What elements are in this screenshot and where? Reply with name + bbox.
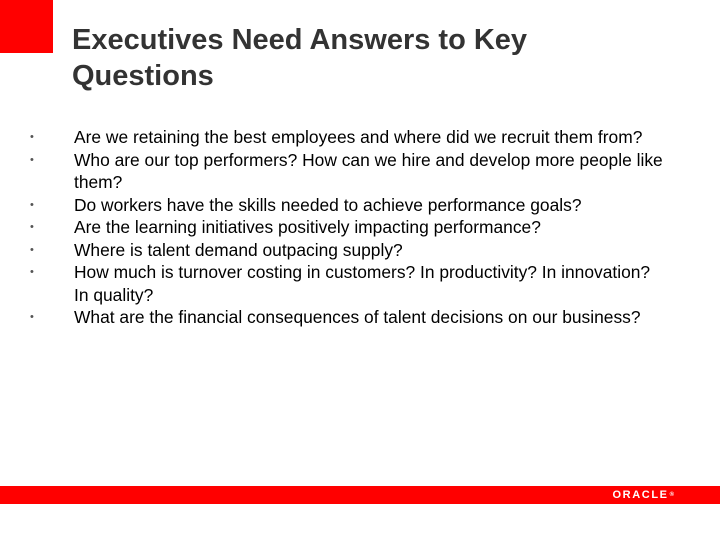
bullet-text: Where is talent demand outpacing supply? [74, 239, 403, 260]
oracle-logo [613, 489, 674, 501]
bullet-text: Do workers have the skills needed to achieve performance goals? [74, 194, 582, 215]
bullet-item [24, 216, 664, 239]
bullet-icon: • [30, 131, 34, 143]
bullet-icon: • [30, 311, 34, 323]
bullet-item [24, 306, 664, 329]
bullet-item [24, 239, 664, 262]
slide-title: Executives Need Answers to Key Questions [72, 24, 528, 92]
bullet-item [24, 149, 664, 194]
oracle-logo-text: ORACLE [612, 489, 669, 501]
bullet-text: What are the financial consequences of talent decisions on our business? [74, 307, 641, 327]
bullet-text: How much is turnover costing in customers? In productivity? In innovation? In quality? [74, 262, 651, 305]
bullet-icon: • [30, 198, 34, 211]
bullet-item [24, 261, 664, 306]
bullet-text: Are the learning initiatives positively impacting performance? [74, 217, 541, 237]
bullet-item [24, 194, 664, 217]
bullet-text: Who are our top performers? How can we hire and develop more people like them? [74, 149, 663, 192]
bullet-item [24, 126, 664, 149]
bullet-icon: • [30, 266, 34, 278]
bullet-icon: • [30, 243, 34, 256]
bullet-text: Are we retaining the best employees and where did we recruit them from? [74, 127, 643, 147]
bullet-icon: • [30, 221, 34, 233]
red-accent-square [0, 0, 53, 53]
registered-mark-icon: ® [669, 492, 674, 498]
bullet-list [24, 126, 664, 329]
footer-bar [0, 486, 720, 504]
bullet-icon: • [30, 153, 34, 166]
